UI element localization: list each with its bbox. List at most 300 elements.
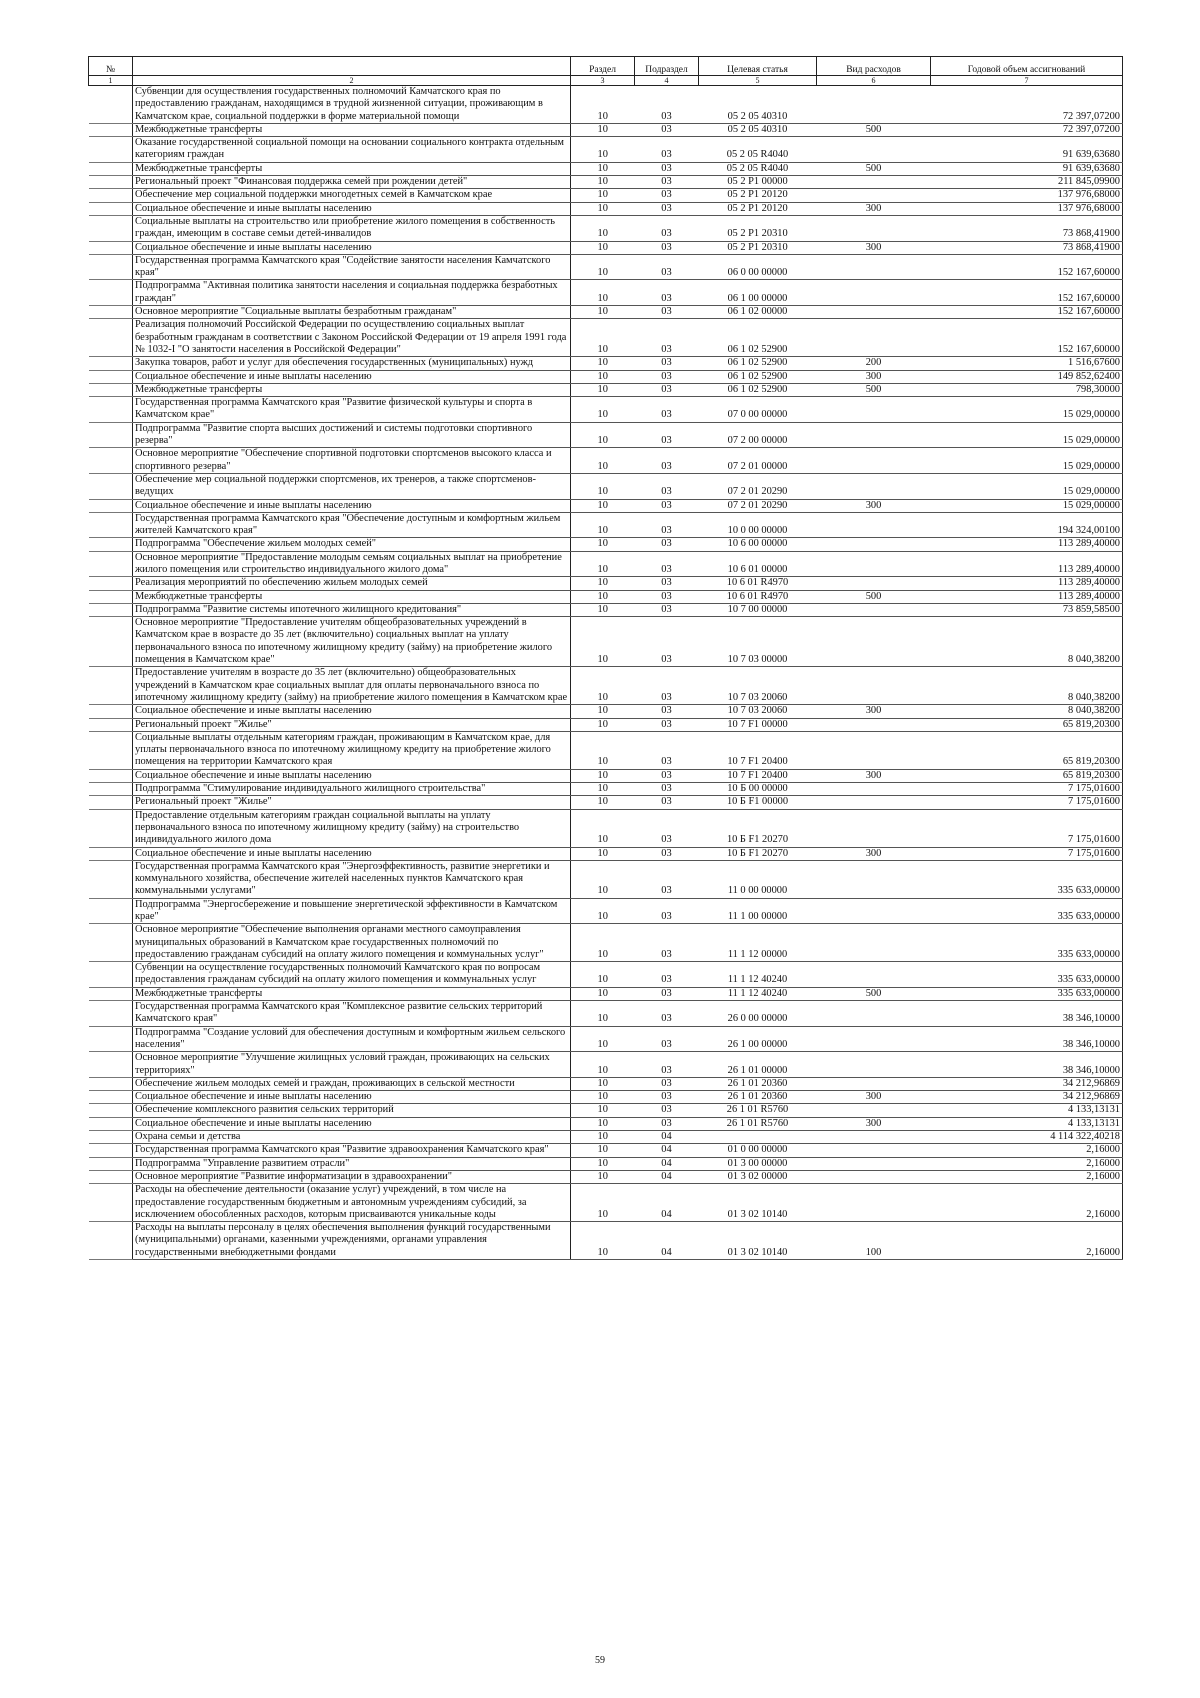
cell-name: Региональный проект "Жилье" bbox=[133, 796, 571, 809]
cell-article: 05 2 P1 20120 bbox=[699, 189, 817, 202]
cell-section: 10 bbox=[571, 1222, 635, 1260]
cell-section: 10 bbox=[571, 538, 635, 551]
cell-section: 10 bbox=[571, 987, 635, 1000]
table-row bbox=[89, 162, 1123, 175]
cell-name: Социальное обеспечение и иные выплаты населению bbox=[133, 1117, 571, 1130]
cell-article: 01 3 02 10140 bbox=[699, 1222, 817, 1260]
cell-article: 06 1 02 52900 bbox=[699, 383, 817, 396]
table-row bbox=[89, 603, 1123, 616]
cell-num bbox=[89, 1117, 133, 1130]
cell-type bbox=[817, 189, 931, 202]
cell-amount: 113 289,40000 bbox=[931, 551, 1123, 577]
cell-article: 05 2 05 40310 bbox=[699, 123, 817, 136]
index-2: 2 bbox=[133, 76, 571, 86]
cell-subsection: 03 bbox=[635, 499, 699, 512]
cell-article: 07 2 01 00000 bbox=[699, 448, 817, 474]
cell-amount: 34 212,96869 bbox=[931, 1091, 1123, 1104]
cell-section: 10 bbox=[571, 1131, 635, 1144]
cell-section: 10 bbox=[571, 769, 635, 782]
cell-name: Социальное обеспечение и иные выплаты населению bbox=[133, 370, 571, 383]
cell-article: 06 1 02 52900 bbox=[699, 370, 817, 383]
cell-type bbox=[817, 617, 931, 667]
cell-article: 06 1 02 52900 bbox=[699, 357, 817, 370]
cell-article: 05 2 P1 20120 bbox=[699, 202, 817, 215]
cell-subsection: 03 bbox=[635, 809, 699, 847]
cell-amount: 8 040,38200 bbox=[931, 667, 1123, 705]
cell-amount: 34 212,96869 bbox=[931, 1077, 1123, 1090]
cell-section: 10 bbox=[571, 667, 635, 705]
cell-num bbox=[89, 202, 133, 215]
cell-section: 10 bbox=[571, 551, 635, 577]
cell-amount: 7 175,01600 bbox=[931, 847, 1123, 860]
cell-amount: 8 040,38200 bbox=[931, 617, 1123, 667]
table-row bbox=[89, 1104, 1123, 1117]
header-section: Раздел bbox=[571, 57, 635, 76]
cell-article: 10 7 F1 00000 bbox=[699, 718, 817, 731]
cell-subsection: 03 bbox=[635, 769, 699, 782]
cell-name: Межбюджетные трансферты bbox=[133, 987, 571, 1000]
cell-section: 10 bbox=[571, 1170, 635, 1183]
cell-section: 10 bbox=[571, 1052, 635, 1078]
cell-amount: 335 633,00000 bbox=[931, 860, 1123, 898]
cell-article: 06 0 00 00000 bbox=[699, 254, 817, 280]
cell-type bbox=[817, 551, 931, 577]
cell-subsection: 03 bbox=[635, 1104, 699, 1117]
cell-name: Обеспечение комплексного развития сельских территорий bbox=[133, 1104, 571, 1117]
table-row bbox=[89, 397, 1123, 423]
cell-type bbox=[817, 603, 931, 616]
cell-type: 300 bbox=[817, 1091, 931, 1104]
cell-subsection: 03 bbox=[635, 512, 699, 538]
cell-article: 07 2 01 20290 bbox=[699, 499, 817, 512]
index-6: 6 bbox=[817, 76, 931, 86]
cell-type bbox=[817, 1001, 931, 1027]
cell-article: 10 6 01 R4970 bbox=[699, 590, 817, 603]
cell-amount: 1 516,67600 bbox=[931, 357, 1123, 370]
table-row bbox=[89, 1157, 1123, 1170]
table-row bbox=[89, 1001, 1123, 1027]
cell-name: Региональный проект "Жилье" bbox=[133, 718, 571, 731]
cell-section: 10 bbox=[571, 241, 635, 254]
cell-name: Социальное обеспечение и иные выплаты населению bbox=[133, 241, 571, 254]
cell-type bbox=[817, 1104, 931, 1117]
cell-type bbox=[817, 1184, 931, 1222]
cell-subsection: 03 bbox=[635, 667, 699, 705]
cell-num bbox=[89, 590, 133, 603]
cell-section: 10 bbox=[571, 499, 635, 512]
cell-amount: 2,16000 bbox=[931, 1144, 1123, 1157]
table-row bbox=[89, 176, 1123, 189]
cell-num bbox=[89, 241, 133, 254]
cell-amount: 335 633,00000 bbox=[931, 898, 1123, 924]
cell-amount: 113 289,40000 bbox=[931, 590, 1123, 603]
table-row bbox=[89, 383, 1123, 396]
cell-subsection: 03 bbox=[635, 448, 699, 474]
cell-article: 06 1 02 00000 bbox=[699, 306, 817, 319]
cell-section: 10 bbox=[571, 731, 635, 769]
table-row bbox=[89, 538, 1123, 551]
table-row bbox=[89, 357, 1123, 370]
cell-article: 05 2 P1 20310 bbox=[699, 215, 817, 241]
cell-type bbox=[817, 1170, 931, 1183]
header-num: № bbox=[89, 57, 133, 76]
cell-subsection: 03 bbox=[635, 162, 699, 175]
cell-section: 10 bbox=[571, 370, 635, 383]
cell-name: Основное мероприятие "Улучшение жилищных условий граждан, проживающих на сельских территориях" bbox=[133, 1052, 571, 1078]
cell-subsection: 03 bbox=[635, 551, 699, 577]
cell-subsection: 03 bbox=[635, 860, 699, 898]
cell-amount: 4 114 322,40218 bbox=[931, 1131, 1123, 1144]
cell-section: 10 bbox=[571, 603, 635, 616]
cell-section: 10 bbox=[571, 215, 635, 241]
cell-type bbox=[817, 397, 931, 423]
cell-num bbox=[89, 962, 133, 988]
cell-article: 05 2 05 R4040 bbox=[699, 137, 817, 163]
cell-amount: 113 289,40000 bbox=[931, 538, 1123, 551]
cell-name: Подпрограмма "Управление развитием отрасли" bbox=[133, 1157, 571, 1170]
cell-num bbox=[89, 809, 133, 847]
cell-type bbox=[817, 718, 931, 731]
cell-num bbox=[89, 370, 133, 383]
cell-subsection: 03 bbox=[635, 306, 699, 319]
cell-section: 10 bbox=[571, 397, 635, 423]
cell-article: 10 6 00 00000 bbox=[699, 538, 817, 551]
table-row bbox=[89, 319, 1123, 357]
cell-subsection: 03 bbox=[635, 718, 699, 731]
cell-subsection: 03 bbox=[635, 397, 699, 423]
cell-num bbox=[89, 499, 133, 512]
cell-amount: 7 175,01600 bbox=[931, 809, 1123, 847]
cell-article: 11 1 00 00000 bbox=[699, 898, 817, 924]
budget-sheet bbox=[88, 56, 1122, 1260]
cell-amount: 15 029,00000 bbox=[931, 448, 1123, 474]
cell-amount: 72 397,07200 bbox=[931, 123, 1123, 136]
cell-article bbox=[699, 1131, 817, 1144]
cell-subsection: 03 bbox=[635, 603, 699, 616]
cell-name: Подпрограмма "Создание условий для обеспечения доступным и комфортным жильем сельского населения" bbox=[133, 1026, 571, 1052]
cell-name: Подпрограмма "Активная политика занятости населения и социальная поддержка безработных граждан" bbox=[133, 280, 571, 306]
table-row bbox=[89, 189, 1123, 202]
cell-num bbox=[89, 551, 133, 577]
table-row bbox=[89, 473, 1123, 499]
cell-section: 10 bbox=[571, 783, 635, 796]
cell-article: 07 2 01 20290 bbox=[699, 473, 817, 499]
cell-article: 11 1 12 00000 bbox=[699, 924, 817, 962]
cell-article: 10 Б F1 20270 bbox=[699, 809, 817, 847]
cell-name: Социальное обеспечение и иные выплаты населению bbox=[133, 847, 571, 860]
cell-section: 10 bbox=[571, 1077, 635, 1090]
cell-type bbox=[817, 924, 931, 962]
cell-article: 11 1 12 40240 bbox=[699, 987, 817, 1000]
table-row bbox=[89, 731, 1123, 769]
cell-amount: 113 289,40000 bbox=[931, 577, 1123, 590]
cell-name: Региональный проект "Финансовая поддержка семей при рождении детей" bbox=[133, 176, 571, 189]
cell-type: 500 bbox=[817, 123, 931, 136]
table-row bbox=[89, 847, 1123, 860]
cell-amount: 798,30000 bbox=[931, 383, 1123, 396]
table-row bbox=[89, 448, 1123, 474]
cell-article: 01 3 02 00000 bbox=[699, 1170, 817, 1183]
cell-subsection: 03 bbox=[635, 731, 699, 769]
cell-article: 01 3 00 00000 bbox=[699, 1157, 817, 1170]
table-row bbox=[89, 1131, 1123, 1144]
table-row bbox=[89, 306, 1123, 319]
cell-article: 10 Б 00 00000 bbox=[699, 783, 817, 796]
cell-article: 26 1 01 20360 bbox=[699, 1077, 817, 1090]
cell-article: 10 7 03 20060 bbox=[699, 667, 817, 705]
cell-amount: 73 868,41900 bbox=[931, 241, 1123, 254]
cell-subsection: 03 bbox=[635, 137, 699, 163]
cell-amount: 211 845,09900 bbox=[931, 176, 1123, 189]
cell-section: 10 bbox=[571, 809, 635, 847]
cell-name: Основное мероприятие "Социальные выплаты безработным гражданам" bbox=[133, 306, 571, 319]
index-5: 5 bbox=[699, 76, 817, 86]
table-row bbox=[89, 617, 1123, 667]
cell-amount: 38 346,10000 bbox=[931, 1026, 1123, 1052]
cell-section: 10 bbox=[571, 1117, 635, 1130]
table-row bbox=[89, 796, 1123, 809]
table-row bbox=[89, 123, 1123, 136]
cell-name: Социальное обеспечение и иные выплаты населению bbox=[133, 769, 571, 782]
cell-subsection: 03 bbox=[635, 1077, 699, 1090]
cell-section: 10 bbox=[571, 176, 635, 189]
cell-name: Государственная программа Камчатского края "Развитие физической культуры и спорта в Камчатском крае" bbox=[133, 397, 571, 423]
cell-section: 10 bbox=[571, 577, 635, 590]
table-row bbox=[89, 1091, 1123, 1104]
cell-subsection: 03 bbox=[635, 176, 699, 189]
cell-num bbox=[89, 898, 133, 924]
cell-type bbox=[817, 898, 931, 924]
cell-subsection: 03 bbox=[635, 796, 699, 809]
cell-name: Обеспечение мер социальной поддержки спортсменов, их тренеров, а также спортсменов-ведущих bbox=[133, 473, 571, 499]
cell-type bbox=[817, 796, 931, 809]
cell-amount: 4 133,13131 bbox=[931, 1104, 1123, 1117]
cell-section: 10 bbox=[571, 254, 635, 280]
cell-name: Межбюджетные трансферты bbox=[133, 123, 571, 136]
cell-section: 10 bbox=[571, 422, 635, 448]
cell-amount: 7 175,01600 bbox=[931, 796, 1123, 809]
cell-section: 10 bbox=[571, 357, 635, 370]
cell-subsection: 03 bbox=[635, 189, 699, 202]
cell-subsection: 03 bbox=[635, 1091, 699, 1104]
cell-name: Расходы на выплаты персоналу в целях обеспечения выполнения функций государственными (муниципальными) органами, казенными учреждениями, органами управления государственными внебюджетными фондами bbox=[133, 1222, 571, 1260]
cell-subsection: 03 bbox=[635, 783, 699, 796]
cell-amount: 2,16000 bbox=[931, 1184, 1123, 1222]
cell-section: 10 bbox=[571, 924, 635, 962]
cell-subsection: 03 bbox=[635, 847, 699, 860]
cell-subsection: 03 bbox=[635, 215, 699, 241]
cell-type bbox=[817, 1157, 931, 1170]
cell-num bbox=[89, 383, 133, 396]
cell-amount: 91 639,63680 bbox=[931, 137, 1123, 163]
cell-section: 10 bbox=[571, 962, 635, 988]
cell-article: 05 2 05 40310 bbox=[699, 86, 817, 124]
cell-section: 10 bbox=[571, 280, 635, 306]
header-subsection: Подраздел bbox=[635, 57, 699, 76]
cell-subsection: 03 bbox=[635, 280, 699, 306]
cell-article: 07 0 00 00000 bbox=[699, 397, 817, 423]
cell-num bbox=[89, 1184, 133, 1222]
cell-name: Обеспечение мер социальной поддержки многодетных семей в Камчатском крае bbox=[133, 189, 571, 202]
cell-num bbox=[89, 448, 133, 474]
cell-num bbox=[89, 357, 133, 370]
cell-name: Подпрограмма "Обеспечение жильем молодых семей" bbox=[133, 538, 571, 551]
cell-subsection: 03 bbox=[635, 254, 699, 280]
cell-article: 10 7 F1 20400 bbox=[699, 731, 817, 769]
cell-num bbox=[89, 783, 133, 796]
index-4: 4 bbox=[635, 76, 699, 86]
cell-name: Государственная программа Камчатского края "Обеспечение доступным и комфортным жильем жителей Камчатского края" bbox=[133, 512, 571, 538]
cell-num bbox=[89, 162, 133, 175]
cell-article: 26 1 01 R5760 bbox=[699, 1104, 817, 1117]
cell-subsection: 03 bbox=[635, 1001, 699, 1027]
cell-section: 10 bbox=[571, 1184, 635, 1222]
cell-num bbox=[89, 617, 133, 667]
cell-section: 10 bbox=[571, 1001, 635, 1027]
cell-num bbox=[89, 796, 133, 809]
cell-subsection: 03 bbox=[635, 370, 699, 383]
cell-subsection: 03 bbox=[635, 123, 699, 136]
cell-article: 01 3 02 10140 bbox=[699, 1184, 817, 1222]
cell-subsection: 03 bbox=[635, 705, 699, 718]
table-row bbox=[89, 1222, 1123, 1260]
cell-article: 01 0 00 00000 bbox=[699, 1144, 817, 1157]
cell-subsection: 03 bbox=[635, 898, 699, 924]
cell-type bbox=[817, 538, 931, 551]
cell-subsection: 04 bbox=[635, 1131, 699, 1144]
header-name bbox=[133, 57, 571, 76]
table-row bbox=[89, 1026, 1123, 1052]
cell-subsection: 03 bbox=[635, 617, 699, 667]
cell-section: 10 bbox=[571, 319, 635, 357]
cell-num bbox=[89, 176, 133, 189]
cell-name: Подпрограмма "Развитие спорта высших достижений и системы подготовки спортивного резерва" bbox=[133, 422, 571, 448]
cell-amount: 15 029,00000 bbox=[931, 499, 1123, 512]
cell-num bbox=[89, 215, 133, 241]
cell-num bbox=[89, 860, 133, 898]
cell-type: 200 bbox=[817, 357, 931, 370]
cell-subsection: 03 bbox=[635, 590, 699, 603]
cell-subsection: 03 bbox=[635, 962, 699, 988]
cell-num bbox=[89, 577, 133, 590]
table-row bbox=[89, 422, 1123, 448]
cell-subsection: 04 bbox=[635, 1144, 699, 1157]
cell-amount: 72 397,07200 bbox=[931, 86, 1123, 124]
cell-name: Государственная программа Камчатского края "Комплексное развитие сельских территорий Камчатского края" bbox=[133, 1001, 571, 1027]
table-row bbox=[89, 898, 1123, 924]
cell-num bbox=[89, 987, 133, 1000]
cell-section: 10 bbox=[571, 1157, 635, 1170]
table-row bbox=[89, 202, 1123, 215]
cell-subsection: 03 bbox=[635, 473, 699, 499]
cell-name: Основное мероприятие "Предоставление молодым семьям социальных выплат на приобретение жилого помещения или строительство индивидуального жилого дома" bbox=[133, 551, 571, 577]
cell-amount: 2,16000 bbox=[931, 1222, 1123, 1260]
cell-num bbox=[89, 422, 133, 448]
cell-section: 10 bbox=[571, 473, 635, 499]
cell-name: Государственная программа Камчатского края "Развитие здравоохранения Камчатского края" bbox=[133, 1144, 571, 1157]
cell-name: Охрана семьи и детства bbox=[133, 1131, 571, 1144]
cell-type bbox=[817, 1077, 931, 1090]
cell-amount: 38 346,10000 bbox=[931, 1001, 1123, 1027]
table-row bbox=[89, 987, 1123, 1000]
cell-type bbox=[817, 473, 931, 499]
cell-amount: 152 167,60000 bbox=[931, 319, 1123, 357]
cell-name: Основное мероприятие "Развитие информатизации в здравоохранении" bbox=[133, 1170, 571, 1183]
table-row bbox=[89, 86, 1123, 124]
table-row bbox=[89, 280, 1123, 306]
cell-type bbox=[817, 448, 931, 474]
cell-name: Социальное обеспечение и иные выплаты населению bbox=[133, 499, 571, 512]
cell-subsection: 04 bbox=[635, 1170, 699, 1183]
cell-amount: 149 852,62400 bbox=[931, 370, 1123, 383]
cell-num bbox=[89, 538, 133, 551]
cell-section: 10 bbox=[571, 383, 635, 396]
cell-article: 07 2 00 00000 bbox=[699, 422, 817, 448]
cell-type bbox=[817, 306, 931, 319]
cell-section: 10 bbox=[571, 1104, 635, 1117]
cell-article: 10 6 01 00000 bbox=[699, 551, 817, 577]
cell-section: 10 bbox=[571, 617, 635, 667]
cell-subsection: 03 bbox=[635, 319, 699, 357]
cell-type bbox=[817, 137, 931, 163]
cell-subsection: 04 bbox=[635, 1184, 699, 1222]
cell-article: 05 2 P1 00000 bbox=[699, 176, 817, 189]
cell-article: 26 1 00 00000 bbox=[699, 1026, 817, 1052]
cell-subsection: 04 bbox=[635, 1157, 699, 1170]
table-index-row bbox=[89, 76, 1123, 86]
cell-type bbox=[817, 319, 931, 357]
table-row bbox=[89, 1117, 1123, 1130]
cell-subsection: 03 bbox=[635, 357, 699, 370]
cell-num bbox=[89, 847, 133, 860]
cell-type bbox=[817, 731, 931, 769]
page-number: 59 bbox=[595, 1655, 605, 1666]
cell-type bbox=[817, 215, 931, 241]
cell-amount: 2,16000 bbox=[931, 1170, 1123, 1183]
cell-article: 05 2 P1 20310 bbox=[699, 241, 817, 254]
cell-section: 10 bbox=[571, 898, 635, 924]
cell-name: Реализация полномочий Российской Федерации по осуществлению социальных выплат безработным гражданам в соответствии с Законом Российской Федерации от 19 апреля 1991 года № 1032-I "О занятости населения в Российской Федерации" bbox=[133, 319, 571, 357]
cell-num bbox=[89, 1077, 133, 1090]
table-body bbox=[89, 86, 1123, 1260]
cell-article: 10 0 00 00000 bbox=[699, 512, 817, 538]
cell-type bbox=[817, 860, 931, 898]
cell-name: Межбюджетные трансферты bbox=[133, 162, 571, 175]
cell-name: Основное мероприятие "Обеспечение выполнения органами местного самоуправления муниципальных образований в Камчатском крае государственных полномочий по предоставлению гражданам субсидий на оплату жилого помещения и коммунальных услуг" bbox=[133, 924, 571, 962]
table-row bbox=[89, 370, 1123, 383]
cell-num bbox=[89, 1052, 133, 1078]
cell-article: 10 Б F1 20270 bbox=[699, 847, 817, 860]
cell-num bbox=[89, 667, 133, 705]
table-row bbox=[89, 1170, 1123, 1183]
cell-name: Социальное обеспечение и иные выплаты населению bbox=[133, 202, 571, 215]
cell-num bbox=[89, 1001, 133, 1027]
table-row bbox=[89, 590, 1123, 603]
cell-article: 10 7 03 00000 bbox=[699, 617, 817, 667]
cell-section: 10 bbox=[571, 718, 635, 731]
header-type: Вид расходов bbox=[817, 57, 931, 76]
cell-section: 10 bbox=[571, 847, 635, 860]
cell-article: 06 1 02 52900 bbox=[699, 319, 817, 357]
cell-num bbox=[89, 603, 133, 616]
cell-amount: 7 175,01600 bbox=[931, 783, 1123, 796]
cell-type bbox=[817, 254, 931, 280]
cell-name: Межбюджетные трансферты bbox=[133, 590, 571, 603]
cell-name: Основное мероприятие "Предоставление учителям общеобразовательных учреждений в Камчатском крае в возрасте до 35 лет (включительно) социальных выплат на уплату первоначального взноса по ипотечному жилищному кредиту (займу) на приобретение жилого помещения в Камчатском крае" bbox=[133, 617, 571, 667]
cell-name: Подпрограмма "Развитие системы ипотечного жилищного кредитования" bbox=[133, 603, 571, 616]
cell-name: Подпрограмма "Энергосбережение и повышение энергетической эффективности в Камчатском крае" bbox=[133, 898, 571, 924]
table-row bbox=[89, 1184, 1123, 1222]
